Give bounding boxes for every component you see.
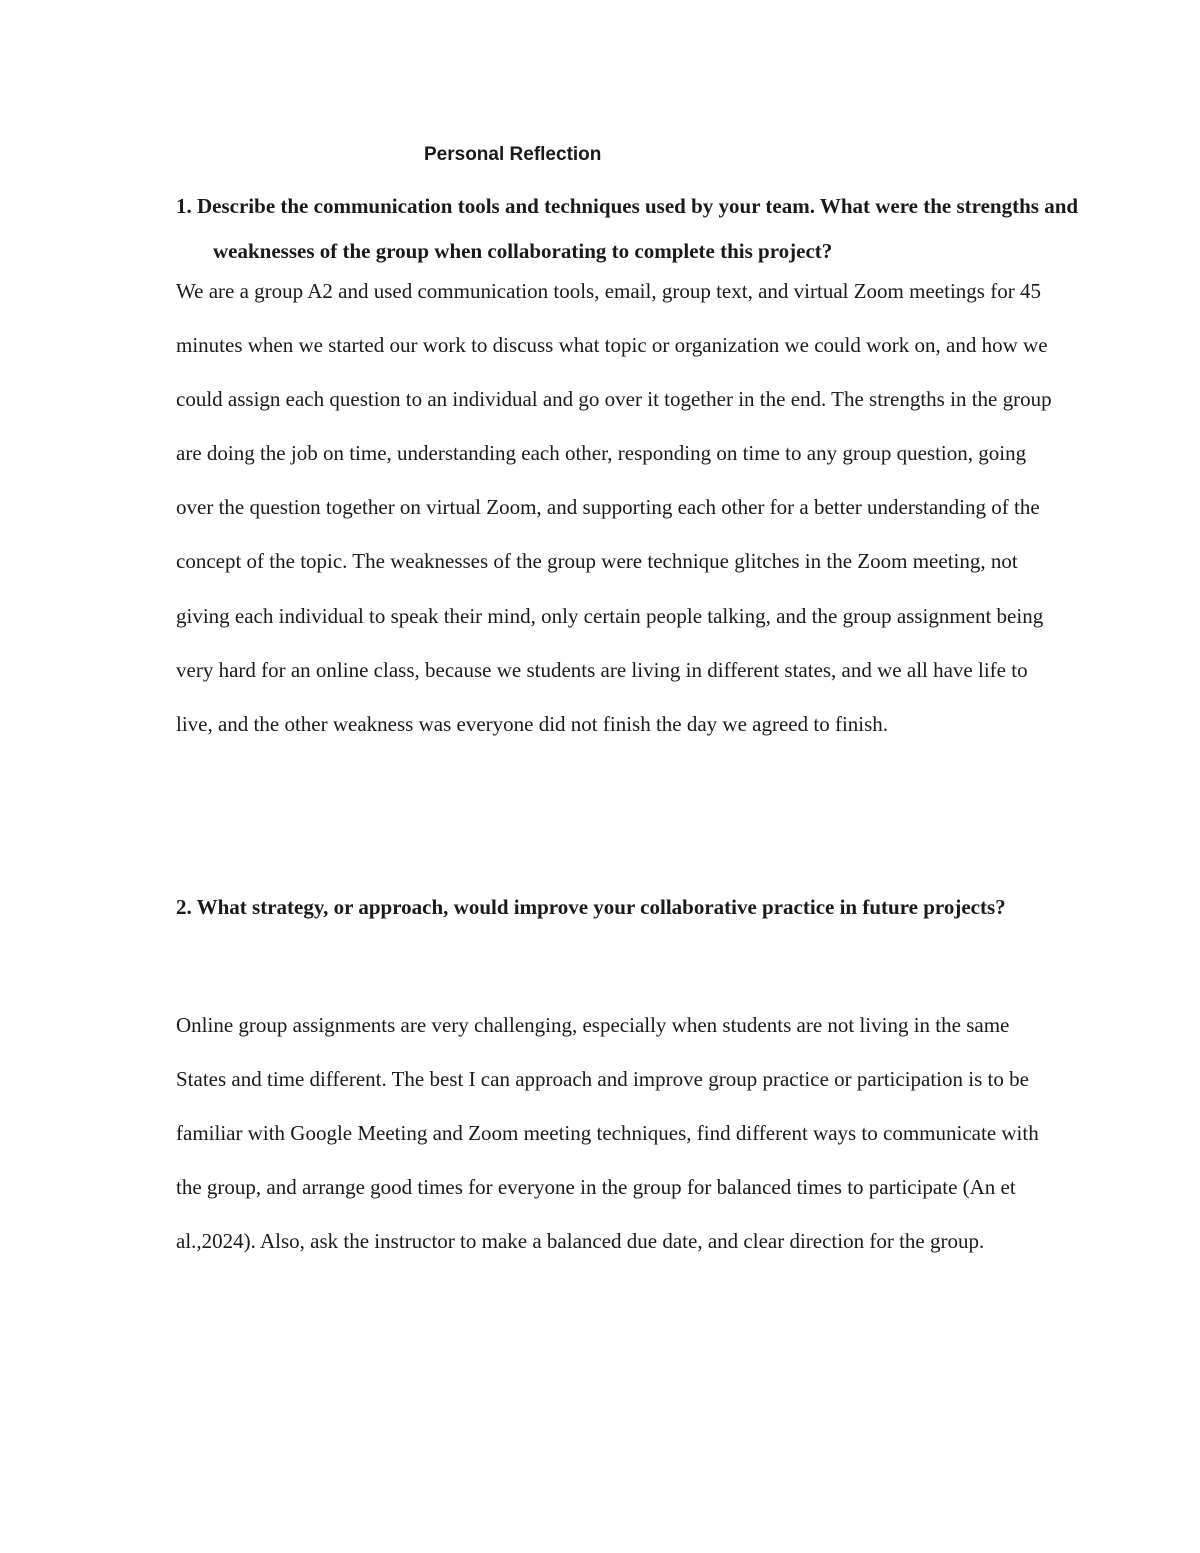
answer-2: Online group assignments are very challenging, especially when students are not living in the same States and time different. The best I can approach and improve group practice or participation is to be familiar with Google Meeting and Zoom meeting techniques, find different ways to communicate with the group, and arrange good times for everyone in the group for balanced times to participate (An et al.,2024). Also, ask the instructor to make a balanced due date, and clear direction for the group. bbox=[176, 1013, 1039, 1254]
question-2: 2. What strategy, or approach, would improve your collaborative practice in future projects? bbox=[176, 895, 1006, 919]
document-title: Personal Reflection bbox=[424, 144, 602, 165]
answer-1: We are a group A2 and used communication tools, email, group text, and virtual Zoom meetings for 45 minutes when we started our work to discuss what topic or organization we could work on, and how we could assign each question to an individual and go over it together in the end. The strengths in the group are doing the job on time, understanding each other, responding on time to any group question, going over the question together on virtual Zoom, and supporting each other for a better understanding of the concept of the topic. The weaknesses of the group were technique glitches in the Zoom meeting, not giving each individual to speak their mind, only certain people talking, and the group assignment being very hard for an online class, because we students are living in different states, and we all have life to live, and the other weakness was everyone did not finish the day we agreed to finish. bbox=[176, 279, 1052, 736]
question-1: 1. Describe the communication tools and techniques used by your team. What were the strengths and weaknesses of the group when collaborating to complete this project? bbox=[176, 194, 1079, 263]
